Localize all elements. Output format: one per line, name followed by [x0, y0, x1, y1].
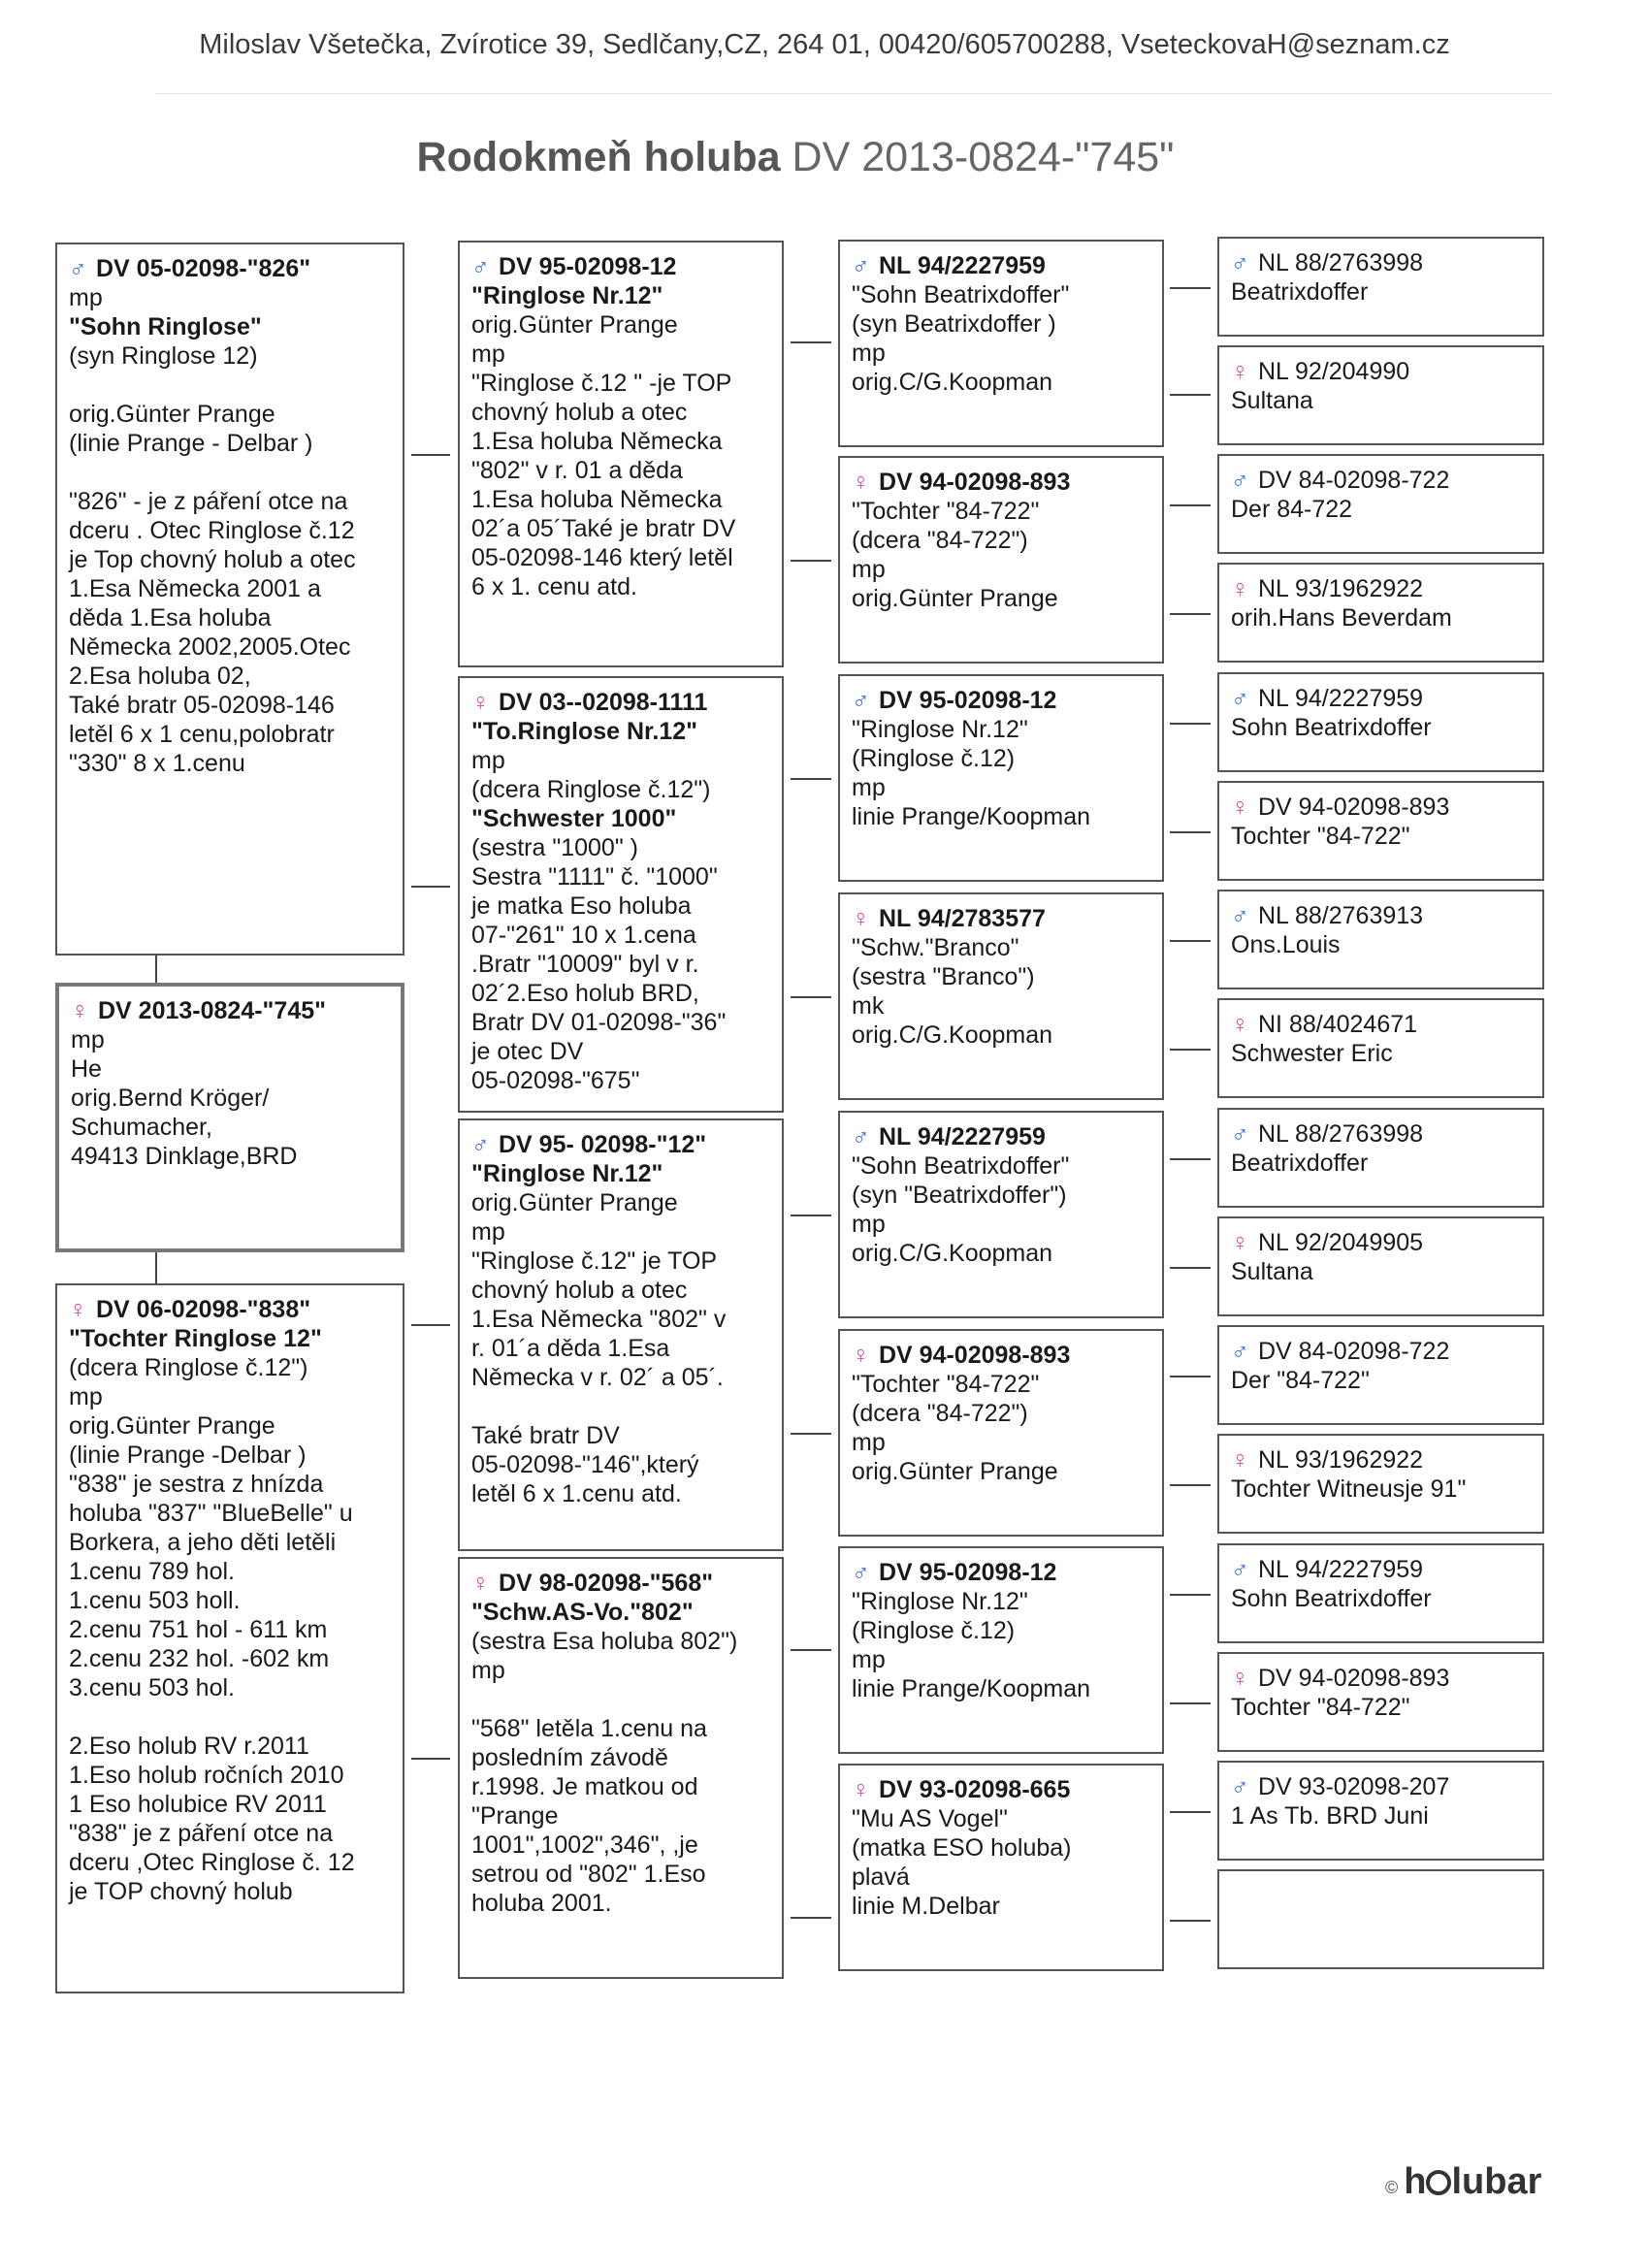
pedigree-text-line: (dcera "84-722"): [852, 527, 1028, 554]
pedigree-text-line: orig.Günter Prange: [471, 1189, 678, 1216]
ring-number: NL 94/2227959: [1258, 685, 1424, 712]
male-symbol-icon: ♂: [1231, 1120, 1249, 1148]
pedigree-card-g6: [1217, 781, 1544, 881]
female-symbol-icon: ♀: [69, 1296, 87, 1323]
pedigree-text-line: Také bratr DV: [471, 1422, 620, 1449]
pedigree-text-line: mp: [69, 284, 103, 311]
pedigree-card-g9: [1217, 1108, 1544, 1208]
pedigree-text-line: orih.Hans Beverdam: [1231, 604, 1452, 632]
female-symbol-icon: ♀: [1231, 1665, 1249, 1692]
female-symbol-icon: ♀: [1231, 358, 1249, 385]
pedigree-text-line: Sultana: [1231, 1258, 1313, 1285]
pedigree-text-line: 1.Esa Německa "802" v: [471, 1306, 727, 1333]
pedigree-connector-line: [791, 341, 831, 343]
pedigree-text-line: (dcera Ringlose č.12"): [69, 1354, 308, 1381]
pedigree-text-line: (sestra Esa holuba 802"): [471, 1628, 738, 1655]
ring-number: DV 94-02098-893: [1258, 794, 1450, 821]
female-symbol-icon: ♀: [1231, 1446, 1249, 1474]
male-symbol-icon: ♂: [1231, 902, 1249, 929]
pedigree-card-fmf: [838, 674, 1164, 882]
pedigree-text-line: 2.cenu 232 hol. -602 km: [69, 1645, 330, 1672]
pedigree-connector-line: [1170, 394, 1211, 396]
pedigree-connector-line: [411, 454, 450, 456]
pedigree-text-line: "Ringlose Nr.12": [852, 1588, 1028, 1615]
pedigree-text-line: (linie Prange - Delbar ): [69, 430, 313, 457]
female-symbol-icon: ♀: [852, 1342, 870, 1369]
pedigree-text-line: "Schw.AS-Vo."802": [471, 1599, 694, 1626]
pedigree-text-line: Tochter Witneusje 91": [1231, 1475, 1467, 1503]
pedigree-text-line: mp: [69, 1383, 103, 1410]
pedigree-text-line: orig.C/G.Koopman: [852, 1240, 1053, 1267]
pedigree-connector-line: [155, 956, 157, 985]
pedigree-connector-line: [791, 1433, 831, 1435]
pedigree-text-line: 2.Esa holuba 02,: [69, 663, 251, 690]
pedigree-card-mff: [838, 1111, 1164, 1318]
pedigree-text-line: 05-02098-"146",který: [471, 1451, 699, 1478]
male-symbol-icon: ♂: [852, 687, 870, 714]
ring-number: DV 05-02098-"826": [96, 255, 311, 282]
pedigree-text-line: r.1998. Je matkou od: [471, 1773, 698, 1800]
pedigree-card-g12: [1217, 1434, 1544, 1534]
male-symbol-icon: ♂: [1231, 1556, 1249, 1583]
pedigree-text-line: mp: [471, 340, 505, 368]
pedigree-text-line: mp: [852, 556, 886, 583]
female-symbol-icon: ♀: [852, 469, 870, 496]
pedigree-connector-line: [791, 1917, 831, 1919]
ring-number: DV 95-02098-12: [499, 253, 677, 280]
female-symbol-icon: ♀: [1231, 1011, 1249, 1038]
pedigree-card-ff: [458, 241, 784, 667]
pedigree-connector-line: [411, 1324, 450, 1326]
ring-number: NL 88/2763998: [1258, 1120, 1424, 1148]
pedigree-text-line: "838" je z páření otce na: [69, 1820, 334, 1847]
pedigree-card-g8: [1217, 998, 1544, 1098]
pedigree-text-line: Beatrixdoffer: [1231, 278, 1369, 306]
male-symbol-icon: ♂: [852, 1559, 870, 1586]
pedigree-card-g15: [1217, 1761, 1544, 1861]
ring-number: DV 98-02098-"568": [499, 1570, 714, 1597]
pedigree-text-line: 1.Esa holuba Německa: [471, 428, 723, 455]
pedigree-text-line: (syn Ringlose 12): [69, 342, 258, 370]
male-symbol-icon: ♂: [852, 252, 870, 279]
pedigree-text-line: (Ringlose č.12): [852, 1617, 1016, 1644]
pedigree-text-line: "826" - je z páření otce na: [69, 488, 348, 515]
pedigree-connector-line: [1170, 940, 1211, 942]
ring-number: DV 94-02098-893: [1258, 1665, 1450, 1692]
pedigree-text-line: He: [71, 1055, 102, 1083]
pedigree-connector-line: [791, 1649, 831, 1651]
pedigree-card-mm: [458, 1557, 784, 1979]
male-symbol-icon: ♂: [1231, 1338, 1249, 1365]
pedigree-connector-line: [791, 996, 831, 998]
pedigree-connector-line: [1170, 1484, 1211, 1486]
pedigree-text-line: "Tochter Ringlose 12": [69, 1325, 322, 1352]
logo-text: lubar: [1451, 2161, 1542, 2202]
ring-number: NL 93/1962922: [1258, 575, 1424, 602]
pedigree-connector-line: [791, 560, 831, 562]
pedigree-text-line: "Ringlose Nr.12": [471, 1160, 663, 1187]
ring-number: DV 84-02098-722: [1258, 467, 1450, 494]
pedigree-connector-line: [411, 886, 450, 888]
pedigree-text-line: "To.Ringlose Nr.12": [471, 718, 698, 745]
pigeon-logo-icon: [1426, 2170, 1451, 2195]
ring-number: NL 88/2763998: [1258, 249, 1424, 276]
female-symbol-icon: ♀: [852, 1776, 870, 1803]
pedigree-card-mmm: [838, 1764, 1164, 1971]
ring-number: DV 2013-0824-"745": [98, 997, 326, 1024]
pedigree-text-line: "802" v r. 01 a děda: [471, 457, 683, 484]
pedigree-connector-line: [155, 1252, 157, 1283]
pedigree-text-line: (sestra "Branco"): [852, 963, 1035, 990]
male-symbol-icon: ♂: [1231, 467, 1249, 494]
female-symbol-icon: ♀: [471, 689, 490, 716]
pedigree-text-line: (Ringlose č.12): [852, 745, 1016, 772]
pedigree-text-line: Sohn Beatrixdoffer: [1231, 1585, 1432, 1612]
pedigree-text-line: Beatrixdoffer: [1231, 1150, 1369, 1177]
pedigree-text-line: orig.Günter Prange: [852, 1458, 1058, 1485]
pedigree-text-line: 02´a 05´Také je bratr DV: [471, 515, 736, 542]
pedigree-text-line: (linie Prange -Delbar ): [69, 1442, 307, 1469]
female-symbol-icon: ♀: [71, 997, 89, 1024]
ring-number: DV 93-02098-207: [1258, 1773, 1450, 1800]
pedigree-text-line: "330" 8 x 1.cenu: [69, 750, 245, 777]
pedigree-text-line: 1.Esa Německa 2001 a: [69, 575, 321, 602]
ring-number: NL 88/2763913: [1258, 902, 1424, 929]
male-symbol-icon: ♂: [69, 255, 87, 282]
pedigree-text-line: r. 01´a děda 1.Esa: [471, 1335, 670, 1362]
pedigree-text-line: "Sohn Beatrixdoffer": [852, 281, 1070, 308]
pedigree-card-g11: [1217, 1325, 1544, 1425]
pedigree-card-mmf: [838, 1546, 1164, 1754]
pedigree-text-line: Sohn Beatrixdoffer: [1231, 714, 1432, 741]
pedigree-text-line: 49413 Dinklage,BRD: [71, 1143, 298, 1170]
male-symbol-icon: ♂: [471, 1131, 490, 1158]
pedigree-card-mf: [458, 1118, 784, 1551]
pedigree-connector-line: [1170, 1049, 1211, 1051]
pedigree-text-line: mp: [852, 340, 886, 367]
pedigree-text-line: mp: [852, 1646, 886, 1673]
title-ring: DV 2013-0824-"745": [780, 134, 1175, 180]
pedigree-text-line: orig.Günter Prange: [69, 401, 275, 428]
male-symbol-icon: ♂: [852, 1123, 870, 1150]
pedigree-text-line: Sultana: [1231, 387, 1313, 414]
pedigree-connector-line: [791, 1215, 831, 1216]
pedigree-text-line: mp: [471, 1218, 505, 1246]
pedigree-card-g13: [1217, 1543, 1544, 1643]
pedigree-text-line: .Bratr "10009" byl v r.: [471, 951, 699, 978]
pedigree-text-line: 1.Esa holuba Německa: [471, 486, 723, 513]
pedigree-text-line: 05-02098-146 který letěl: [471, 544, 733, 571]
male-symbol-icon: ♂: [1231, 685, 1249, 712]
female-symbol-icon: ♀: [852, 905, 870, 932]
pedigree-text-line: Der 84-722: [1231, 496, 1353, 523]
pedigree-text-line: orig.Günter Prange: [471, 311, 678, 339]
pedigree-text-line: dceru . Otec Ringlose č.12: [69, 517, 355, 544]
pedigree-connector-line: [1170, 1702, 1211, 1704]
pedigree-text-line: Německa v r. 02´ a 05´.: [471, 1364, 724, 1391]
pedigree-text-line: 1 Eso holubice RV 2011: [69, 1791, 327, 1818]
pedigree-connector-line: [1170, 1376, 1211, 1377]
pedigree-text-line: mp: [471, 1657, 505, 1684]
pedigree-text-line: (sestra "1000" ): [471, 834, 638, 861]
pedigree-text-line: linie Prange/Koopman: [852, 1675, 1090, 1702]
female-symbol-icon: ♀: [471, 1570, 490, 1597]
pedigree-text-line: linie M.Delbar: [852, 1893, 1000, 1920]
pedigree-card-g2: [1217, 345, 1544, 445]
pedigree-connector-line: [791, 778, 831, 780]
female-symbol-icon: ♀: [1231, 575, 1249, 602]
pedigree-text-line: je otec DV: [471, 1038, 584, 1065]
ring-number: DV 93-02098-665: [879, 1776, 1071, 1803]
ring-number: DV 03--02098-1111: [499, 689, 708, 716]
pedigree-text-line: je TOP chovný holub: [69, 1878, 293, 1905]
pedigree-text-line: holuba "837" "BlueBelle" u: [69, 1500, 353, 1527]
pedigree-text-line: "568" letěla 1.cenu na: [471, 1715, 707, 1742]
pedigree-text-line: "Schwester 1000": [471, 805, 677, 832]
pedigree-text-line: Ons.Louis: [1231, 931, 1341, 958]
pedigree-card-g10: [1217, 1216, 1544, 1316]
pedigree-text-line: (syn "Beatrixdoffer"): [852, 1182, 1067, 1209]
pedigree-text-line: Sestra "1111" č. "1000": [471, 863, 718, 891]
pedigree-text-line: "Prange: [471, 1802, 559, 1830]
pedigree-connector-line: [1170, 1920, 1211, 1922]
pedigree-text-line: letěl 6 x 1 cenu,polobratr: [69, 721, 335, 748]
pedigree-text-line: "Ringlose Nr.12": [852, 716, 1028, 743]
pedigree-connector-line: [1170, 504, 1211, 506]
pedigree-text-line: 02´2.Eso holub BRD,: [471, 980, 699, 1007]
pedigree-text-line: 3.cenu 503 hol.: [69, 1674, 235, 1701]
pedigree-connector-line: [1170, 613, 1211, 615]
pedigree-text-line: mp: [852, 1211, 886, 1238]
pedigree-text-line: orig.Bernd Kröger/: [71, 1085, 270, 1112]
pedigree-text-line: mp: [852, 774, 886, 801]
pedigree-text-line: linie Prange/Koopman: [852, 803, 1090, 830]
copyright-symbol: ©: [1385, 2178, 1399, 2197]
pedigree-text-line: 6 x 1. cenu atd.: [471, 573, 637, 600]
pedigree-text-line: 07-"261" 10 x 1.cena: [471, 922, 696, 949]
pedigree-text-line: je matka Eso holuba: [471, 892, 692, 920]
holubar-logo: [1385, 2161, 1541, 2203]
female-symbol-icon: ♀: [1231, 1229, 1249, 1256]
pedigree-text-line: "Sohn Beatrixdoffer": [852, 1152, 1070, 1180]
pedigree-text-line: chovný holub a otec: [471, 399, 688, 426]
pedigree-connector-line: [1170, 831, 1211, 833]
ring-number: NL 92/2049905: [1258, 1229, 1424, 1256]
pedigree-text-line: "Sohn Ringlose": [69, 313, 262, 340]
pedigree-text-line: plavá: [852, 1863, 910, 1891]
pedigree-text-line: (dcera Ringlose č.12"): [471, 776, 711, 803]
pedigree-text-line: "Ringlose Nr.12": [471, 282, 663, 309]
pedigree-text-line: chovný holub a otec: [471, 1277, 688, 1304]
pedigree-text-line: 2.Eso holub RV r.2011: [69, 1733, 309, 1760]
pedigree-text-line: 1.cenu 789 hol.: [69, 1558, 235, 1585]
pedigree-connector-line: [1170, 1267, 1211, 1269]
pedigree-text-line: setrou od "802" 1.Eso: [471, 1861, 706, 1888]
pedigree-text-line: Schumacher,: [71, 1114, 212, 1141]
ring-number: NL 93/1962922: [1258, 1446, 1424, 1474]
pedigree-text-line: orig.Günter Prange: [852, 585, 1058, 612]
header-divider: [155, 93, 1552, 94]
pedigree-text-line: Také bratr 05-02098-146: [69, 692, 335, 719]
pedigree-text-line: Borkera, a jeho děti letěli: [69, 1529, 337, 1556]
pedigree-text-line: posledním závodě: [471, 1744, 668, 1771]
male-symbol-icon: ♂: [1231, 249, 1249, 276]
pedigree-connector-line: [1170, 723, 1211, 725]
pedigree-text-line: (matka ESO holuba): [852, 1834, 1072, 1862]
ring-number: DV 94-02098-893: [879, 469, 1071, 496]
ring-number: NL 94/2783577: [879, 905, 1046, 932]
pedigree-text-line: Schwester Eric: [1231, 1040, 1393, 1067]
pedigree-text-line: mk: [852, 992, 885, 1020]
pedigree-text-line: "838" je sestra z hnízda: [69, 1471, 324, 1498]
pedigree-card-fff: [838, 240, 1164, 447]
page-title: [0, 134, 1591, 181]
ring-number: DV 84-02098-722: [1258, 1338, 1450, 1365]
pedigree-text-line: 1.cenu 503 holl.: [69, 1587, 241, 1614]
ring-number: NL 94/2227959: [879, 1123, 1046, 1150]
pedigree-card-ffm: [838, 456, 1164, 664]
breeder-contact-header: Miloslav Všetečka, Zvírotice 39, Sedlčany,CZ, 264 01, 00420/605700288, VseteckovaH@seznam.cz: [199, 29, 1450, 60]
pedigree-text-line: 1 As Tb. BRD Juni: [1231, 1802, 1429, 1830]
pedigree-card-g4: [1217, 563, 1544, 663]
pedigree-text-line: Německa 2002,2005.Otec: [69, 633, 351, 661]
pedigree-card-g1: [1217, 237, 1544, 337]
pedigree-text-line: "Tochter "84-722": [852, 498, 1040, 525]
pedigree-card-g14: [1217, 1652, 1544, 1752]
ring-number: DV 06-02098-"838": [96, 1296, 311, 1323]
pedigree-text-line: letěl 6 x 1.cenu atd.: [471, 1480, 682, 1507]
pedigree-text-line: je Top chovný holub a otec: [69, 546, 356, 573]
pedigree-text-line: Tochter "84-722": [1231, 823, 1410, 850]
pedigree-text-line: mp: [71, 1026, 105, 1053]
ring-number: NI 88/4024671: [1258, 1011, 1418, 1038]
pedigree-text-line: mp: [471, 747, 505, 774]
pedigree-text-line: "Ringlose č.12" je TOP: [471, 1247, 718, 1275]
pedigree-text-line: dceru ,Otec Ringlose č. 12: [69, 1849, 355, 1876]
pedigree-card-g16: [1217, 1869, 1544, 1969]
ring-number: DV 95-02098-12: [879, 687, 1057, 714]
pedigree-text-line: (dcera "84-722"): [852, 1400, 1028, 1427]
ring-number: NL 92/204990: [1258, 358, 1410, 385]
ring-number: DV 94-02098-893: [879, 1342, 1071, 1369]
pedigree-text-line: orig.C/G.Koopman: [852, 1021, 1053, 1049]
ring-number: DV 95-02098-12: [879, 1559, 1057, 1586]
pedigree-text-line: 1001",1002",346", ,je: [471, 1831, 698, 1859]
pedigree-text-line: děda 1.Esa holuba: [69, 604, 272, 632]
ring-number: NL 94/2227959: [879, 252, 1046, 279]
pedigree-text-line: 2.cenu 751 hol - 611 km: [69, 1616, 328, 1643]
pedigree-connector-line: [1170, 1811, 1211, 1813]
pedigree-text-line: mp: [852, 1429, 886, 1456]
pedigree-text-line: "Ringlose č.12 " -je TOP: [471, 370, 732, 397]
male-symbol-icon: ♂: [471, 253, 490, 280]
pedigree-card-fmm: [838, 892, 1164, 1100]
pedigree-text-line: "Schw."Branco": [852, 934, 1019, 961]
pedigree-text-line: Tochter "84-722": [1231, 1694, 1410, 1721]
pedigree-text-line: (syn Beatrixdoffer ): [852, 310, 1056, 338]
male-symbol-icon: ♂: [1231, 1773, 1249, 1800]
pedigree-text-line: orig.C/G.Koopman: [852, 369, 1053, 396]
title-bold: Rodokmeň holuba: [416, 134, 781, 180]
pedigree-text-line: "Tochter "84-722": [852, 1371, 1040, 1398]
ring-number: DV 95- 02098-"12": [499, 1131, 707, 1158]
pedigree-card-subject: [55, 983, 404, 1252]
logo-letter-h: h: [1404, 2161, 1427, 2202]
female-symbol-icon: ♀: [1231, 794, 1249, 821]
pedigree-connector-line: [1170, 1594, 1211, 1596]
pedigree-text-line: Der "84-722": [1231, 1367, 1370, 1394]
pedigree-text-line: Bratr DV 01-02098-"36": [471, 1009, 727, 1036]
pedigree-card-father: [55, 243, 404, 956]
pedigree-text-line: 1.Eso holub ročních 2010: [69, 1762, 344, 1789]
pedigree-text-line: orig.Günter Prange: [69, 1412, 275, 1440]
pedigree-text-line: 05-02098-"675": [471, 1067, 640, 1094]
pedigree-connector-line: [411, 1758, 450, 1760]
ring-number: NL 94/2227959: [1258, 1556, 1424, 1583]
pedigree-connector-line: [1170, 287, 1211, 289]
pedigree-connector-line: [1170, 1158, 1211, 1160]
pedigree-text-line: holuba 2001.: [471, 1890, 612, 1917]
pedigree-text-line: "Mu AS Vogel": [852, 1805, 1008, 1832]
pedigree-card-mfm: [838, 1329, 1164, 1537]
pedigree-card-fm: [458, 676, 784, 1113]
pedigree-card-g3: [1217, 454, 1544, 554]
pedigree-card-g5: [1217, 672, 1544, 772]
pedigree-card-mother: [55, 1283, 404, 1993]
pedigree-card-g7: [1217, 890, 1544, 989]
